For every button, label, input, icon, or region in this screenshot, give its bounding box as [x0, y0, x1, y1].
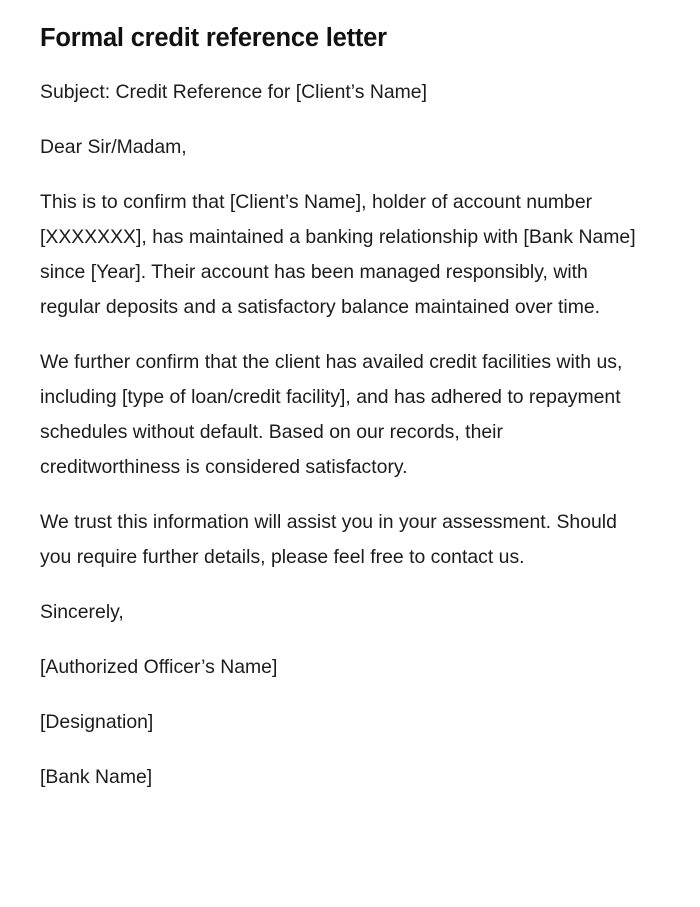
letter-subject-line: Subject: Credit Reference for [Client’s Name]: [40, 80, 427, 103]
page-title: Formal credit reference letter: [40, 24, 387, 52]
letter-body-paragraph-1: This is to confirm that [Client’s Name], holder of account number [XXXXXXX], has maintained a banking relationship with [Bank Name] since [Year]. Their account has been managed responsibly, with regular deposits and a satisfactory balance maintained over time.: [40, 190, 636, 318]
letter-signatory-name: [Authorized Officer’s Name]: [40, 655, 278, 678]
letter-signatory-bank: [Bank Name]: [40, 765, 153, 788]
letter-body-paragraph-3: We trust this information will assist you in your assessment. Should you require further details, please feel free to contact us.: [40, 510, 617, 568]
letter-body-paragraph-2: We further confirm that the client has availed credit facilities with us, including [type of loan/credit facility], and has adhered to repayment schedules without default. Based on our records, their creditworthiness is considered satisfactory.: [40, 350, 623, 478]
letter-closing: Sincerely,: [40, 600, 124, 623]
letter-signatory-designation: [Designation]: [40, 710, 154, 733]
letter-salutation: Dear Sir/Madam,: [40, 135, 187, 158]
